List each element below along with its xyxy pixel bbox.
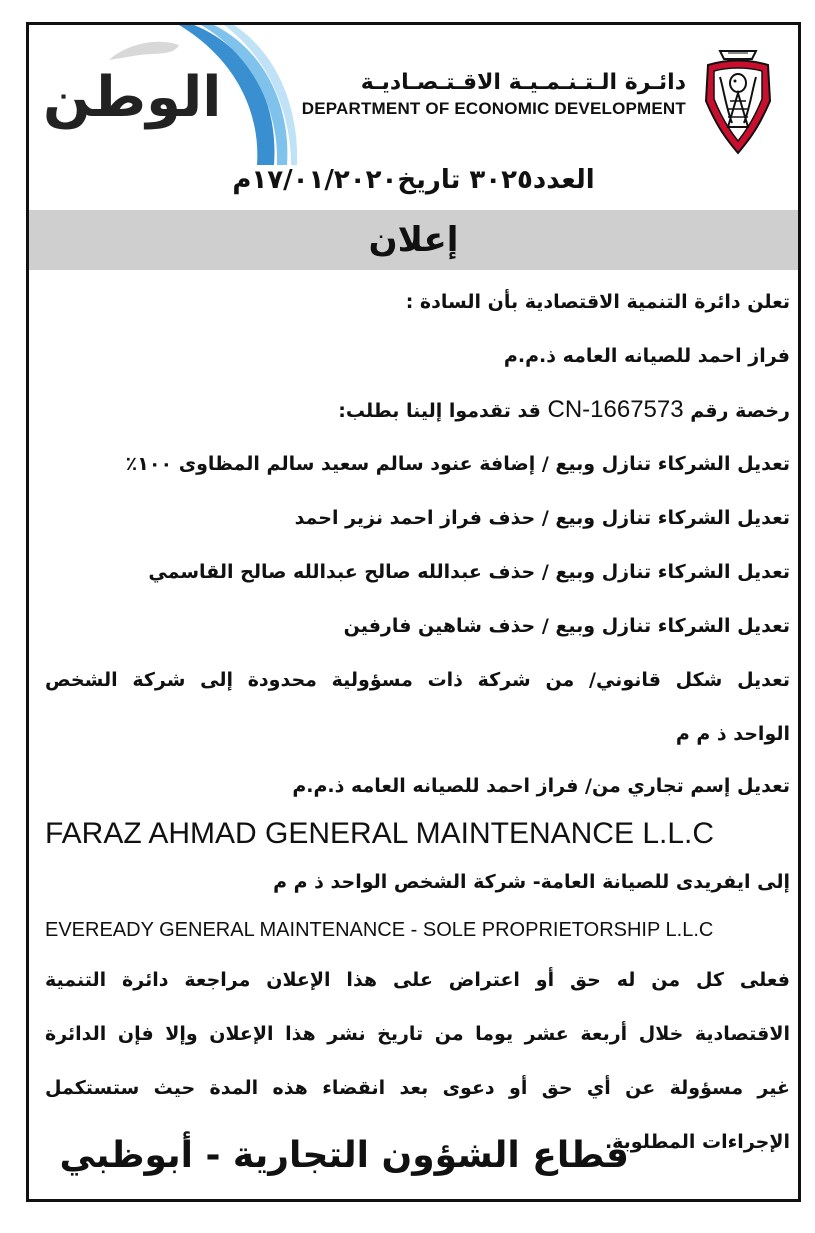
issuer-signature: قطاع الشؤون التجارية - أبوظبي [59,1135,629,1176]
announcement-title: إعلان [368,220,459,260]
license-line [45,383,790,437]
department-name-ar: دائـرة الـتـنـمـيـة الاقـتـصـاديـة [360,70,686,95]
department-name [302,69,686,121]
header [29,25,798,165]
request-item: تعديل الشركاء تنازل وبيع / حذف شاهين فارفين [343,615,790,637]
notice-line-1: فعلى كل من له حق أو اعتراض على هذا الإعلان مراجعة دائرة التنمية [45,969,790,991]
notice-line-3: غير مسؤولة عن أي حق أو دعوى بعد انقضاء هذه المدة حيث ستستكمل [45,1077,790,1099]
intro-line: تعلن دائرة التنمية الاقتصادية بأن السادة : [405,291,790,313]
title-banner [29,210,798,270]
company-name: فراز احمد للصيانه العامه ذ.م.م [503,345,790,367]
trade-name-from: تعديل إسم تجاري من/ فراز احمد للصيانه العامه ذ.م.م [292,775,790,797]
notice-line-4: الإجراءات المطلوبة. [604,1131,790,1153]
trade-name-from-en: FARAZ AHMAD GENERAL MAINTENANCE L.L.C [45,817,715,850]
notice-line-2: الاقتصادية خلال أربعة عشر يوما من تاريخ نشر هذا الإعلان وإلا فإن الدائرة [45,1023,790,1045]
license-suffix: قد تقدموا إلينا بطلب: [338,400,541,422]
license-number: CN-1667573 [547,396,684,423]
legal-form-line-1: تعديل شكل قانوني/ من شركة ذات مسؤولية محدودة إلى شركة الشخص [45,669,790,691]
announcement-body [45,275,790,1169]
request-item: تعديل الشركاء تنازل وبيع / حذف عبدالله صالح عبدالله صالح القاسمي [148,561,790,583]
issue-number-date: العدد٣٠٢٥ تاريخ١٧/٠١/٢٠٢٠م [232,165,595,195]
trade-name-to: إلى ايفريدى للصيانة العامة- شركة الشخص الواحد ذ م م [273,871,790,893]
department-name-en: DEPARTMENT OF ECONOMIC DEVELOPMENT [301,99,686,118]
request-item: تعديل الشركاء تنازل وبيع / إضافة عنود سالم سعيد سالم المظاوى ١٠٠٪ [125,453,790,475]
alwatan-logo [29,25,299,165]
trade-name-to-en: EVEREADY GENERAL MAINTENANCE - SOLE PROPRIETORSHIP L.L.C [45,919,714,941]
announcement-frame [26,22,801,1202]
logo-text: الوطن [43,65,222,130]
license-prefix: رخصة رقم [690,400,790,422]
abu-dhabi-falcon-emblem-icon [698,41,778,157]
request-item: تعديل الشركاء تنازل وبيع / حذف فراز احمد نزير احمد [294,507,790,529]
legal-form-line-2: الواحد ذ م م [675,723,790,745]
